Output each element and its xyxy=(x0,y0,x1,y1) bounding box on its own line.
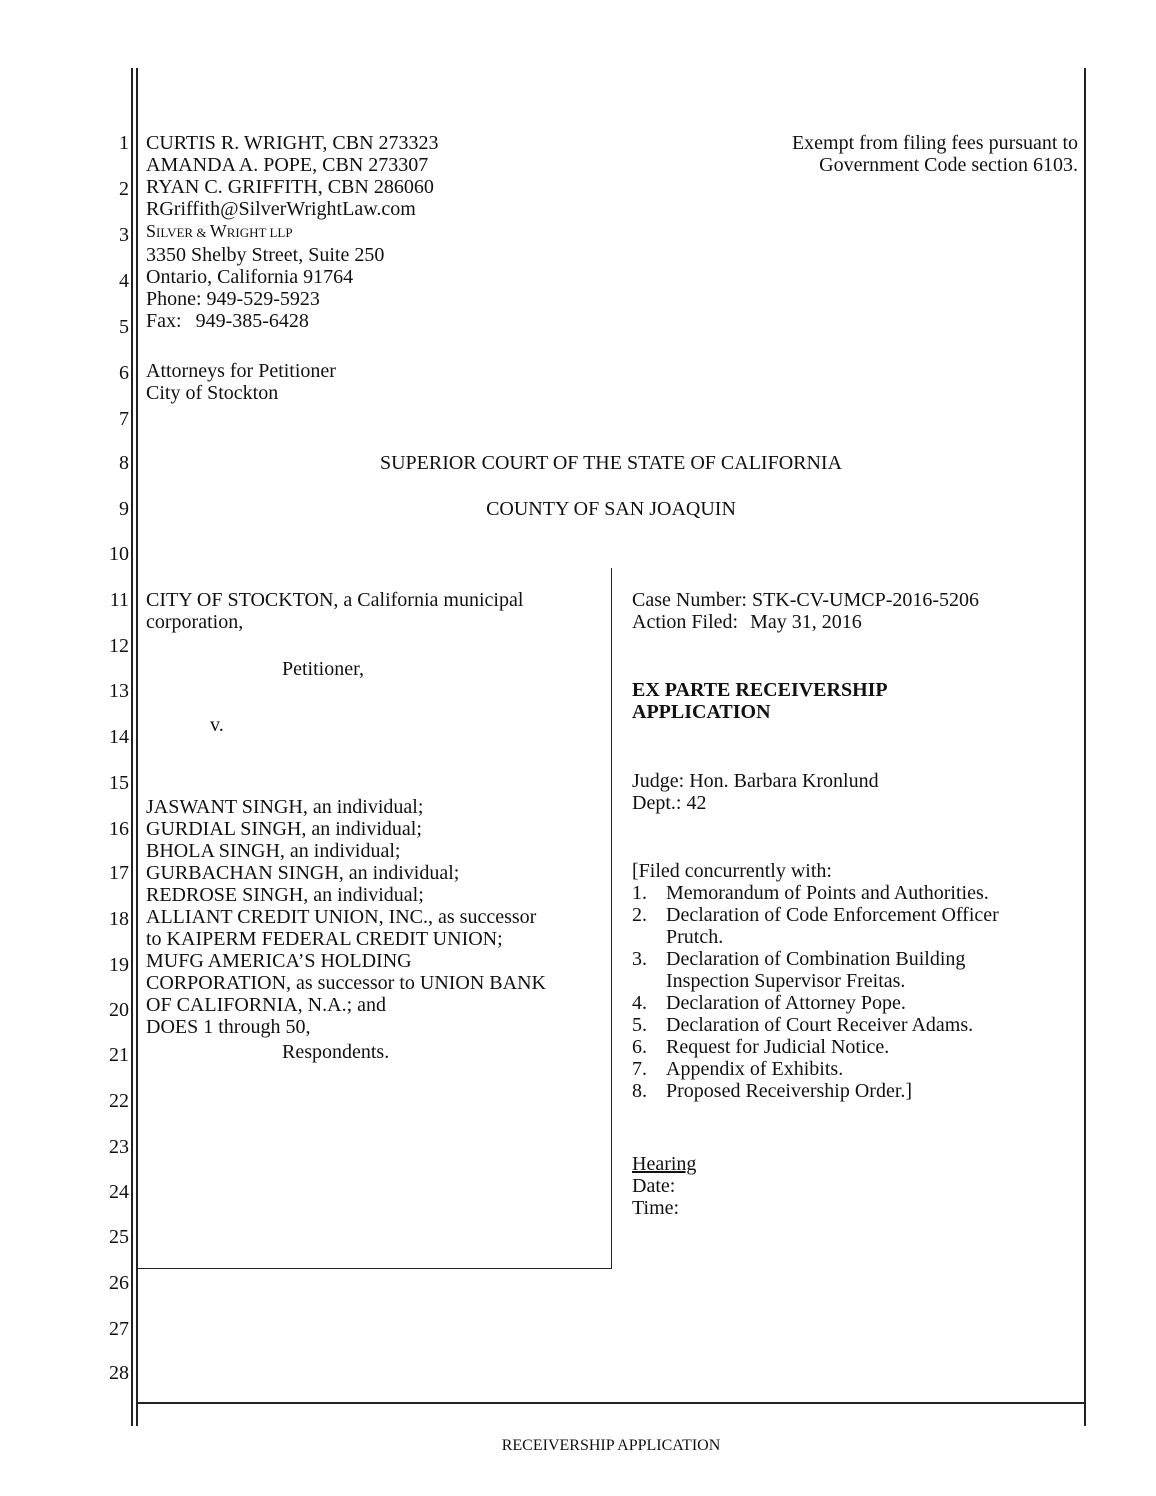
firm-phone: Phone: 949-529-5923 xyxy=(146,288,320,310)
line-number: 24 xyxy=(109,1181,129,1203)
document-title-line: APPLICATION xyxy=(632,701,771,723)
attorney-line: CURTIS R. WRIGHT, CBN 273323 xyxy=(146,132,439,154)
filed-concurrently-heading: [Filed concurrently with: xyxy=(632,860,832,882)
line-number: 27 xyxy=(109,1318,129,1340)
exempt-line: Exempt from filing fees pursuant to xyxy=(791,132,1078,154)
case-number: Case Number: STK-CV-UMCP-2016-5206 xyxy=(632,589,980,611)
left-rule-inner xyxy=(136,68,138,1426)
list-item: 8. Proposed Receivership Order.] xyxy=(632,1080,913,1102)
line-number: 28 xyxy=(109,1362,129,1384)
hearing-block xyxy=(632,1153,1082,1219)
respondent-line: JASWANT SINGH, an individual; xyxy=(146,796,424,818)
document-title-line: EX PARTE RECEIVERSHIP xyxy=(632,679,888,701)
respondents-list xyxy=(146,796,608,1038)
fee-exemption-note xyxy=(640,132,1078,176)
caption-divider xyxy=(611,568,612,1269)
line-number: 10 xyxy=(109,543,129,565)
list-item: 3. Declaration of Combination Building xyxy=(632,948,966,970)
line-number: 8 xyxy=(119,452,129,474)
respondent-line: BHOLA SINGH, an individual; xyxy=(146,840,401,862)
line-number: 25 xyxy=(109,1226,129,1248)
firm-address-street: 3350 Shelby Street, Suite 250 xyxy=(146,244,385,266)
respondent-line: MUFG AMERICA’S HOLDING xyxy=(146,950,412,972)
right-rule xyxy=(1084,68,1086,1426)
line-number: 1 xyxy=(119,132,129,154)
line-number: 4 xyxy=(119,270,129,292)
attorney-line: RYAN C. GRIFFITH, CBN 286060 xyxy=(146,176,434,198)
versus: v. xyxy=(210,714,224,736)
respondent-line: OF CALIFORNIA, N.A.; and xyxy=(146,994,386,1016)
respondent-line: DOES 1 through 50, xyxy=(146,1016,311,1038)
caption-bottom-rule xyxy=(136,1268,612,1269)
line-number: 22 xyxy=(109,1090,129,1112)
attorney-email: RGriffith@SilverWrightLaw.com xyxy=(146,198,416,220)
line-number: 7 xyxy=(119,408,129,430)
line-number: 5 xyxy=(119,316,129,338)
department: Dept.: 42 xyxy=(632,792,707,814)
firm-fax: Fax: 949-385-6428 xyxy=(146,310,309,332)
list-item-continuation: Inspection Supervisor Freitas. xyxy=(666,970,906,992)
exempt-line: Government Code section 6103. xyxy=(819,154,1078,176)
list-item: 7. Appendix of Exhibits. xyxy=(632,1058,844,1080)
petitioner-line: corporation, xyxy=(146,611,244,633)
footer-document-title: RECEIVERSHIP APPLICATION xyxy=(501,1437,721,1454)
hearing-date-label: Date: xyxy=(632,1175,676,1197)
respondent-line: ALLIANT CREDIT UNION, INC., as successor xyxy=(146,906,537,928)
line-number: 3 xyxy=(119,224,129,246)
petitioner-role: Petitioner, xyxy=(282,658,364,680)
attorney-block xyxy=(146,132,606,332)
respondent-role: Respondents. xyxy=(282,1041,390,1063)
list-item: 1. Memorandum of Points and Authorities. xyxy=(632,882,989,904)
line-number: 9 xyxy=(119,498,129,520)
firm-name: SILVER & WRIGHT LLP xyxy=(146,221,293,241)
line-number: 15 xyxy=(109,772,129,794)
list-item: 6. Request for Judicial Notice. xyxy=(632,1036,890,1058)
line-number: 26 xyxy=(109,1272,129,1294)
firm-address-city: Ontario, California 91764 xyxy=(146,266,354,288)
hearing-label: Hearing xyxy=(632,1153,697,1175)
respondent-line: CORPORATION, as successor to UNION BANK xyxy=(146,972,546,994)
respondent-line: GURBACHAN SINGH, an individual; xyxy=(146,862,460,884)
petitioner-line: CITY OF STOCKTON, a California municipal xyxy=(146,589,524,611)
attorney-line: AMANDA A. POPE, CBN 273307 xyxy=(146,154,429,176)
respondent-line: GURDIAL SINGH, an individual; xyxy=(146,818,422,840)
left-rule-outer xyxy=(131,68,133,1426)
line-number: 18 xyxy=(109,908,129,930)
footer-rule xyxy=(136,1402,1086,1404)
petitioner-name xyxy=(146,589,606,633)
court-name: SUPERIOR COURT OF THE STATE OF CALIFORNIA xyxy=(379,452,843,474)
line-number: 21 xyxy=(109,1044,129,1066)
line-number: 13 xyxy=(109,680,129,702)
line-number: 6 xyxy=(119,362,129,384)
client-name: City of Stockton xyxy=(146,382,279,404)
document-title xyxy=(632,679,1082,723)
respondent-line: to KAIPERM FEDERAL CREDIT UNION; xyxy=(146,928,503,950)
list-item: 5. Declaration of Court Receiver Adams. xyxy=(632,1014,974,1036)
line-number: 14 xyxy=(109,726,129,748)
line-number: 2 xyxy=(119,178,129,200)
line-number: 12 xyxy=(109,635,129,657)
line-number: 23 xyxy=(109,1136,129,1158)
line-number: 20 xyxy=(109,999,129,1021)
line-number: 11 xyxy=(109,589,129,611)
attorneys-for-block xyxy=(146,360,606,404)
respondent-line: REDROSE SINGH, an individual; xyxy=(146,884,424,906)
hearing-time-label: Time: xyxy=(632,1197,680,1219)
line-number: 17 xyxy=(109,862,129,884)
list-item-continuation: Prutch. xyxy=(666,926,724,948)
list-item: 2. Declaration of Code Enforcement Officer xyxy=(632,904,999,926)
line-number: 16 xyxy=(109,818,129,840)
attorneys-for-line: Attorneys for Petitioner xyxy=(146,360,336,382)
action-filed: Action Filed: May 31, 2016 xyxy=(632,611,862,633)
court-county: COUNTY OF SAN JOAQUIN xyxy=(486,498,736,520)
judge: Judge: Hon. Barbara Kronlund xyxy=(632,770,879,792)
line-number: 19 xyxy=(109,954,129,976)
list-item: 4. Declaration of Attorney Pope. xyxy=(632,992,906,1014)
